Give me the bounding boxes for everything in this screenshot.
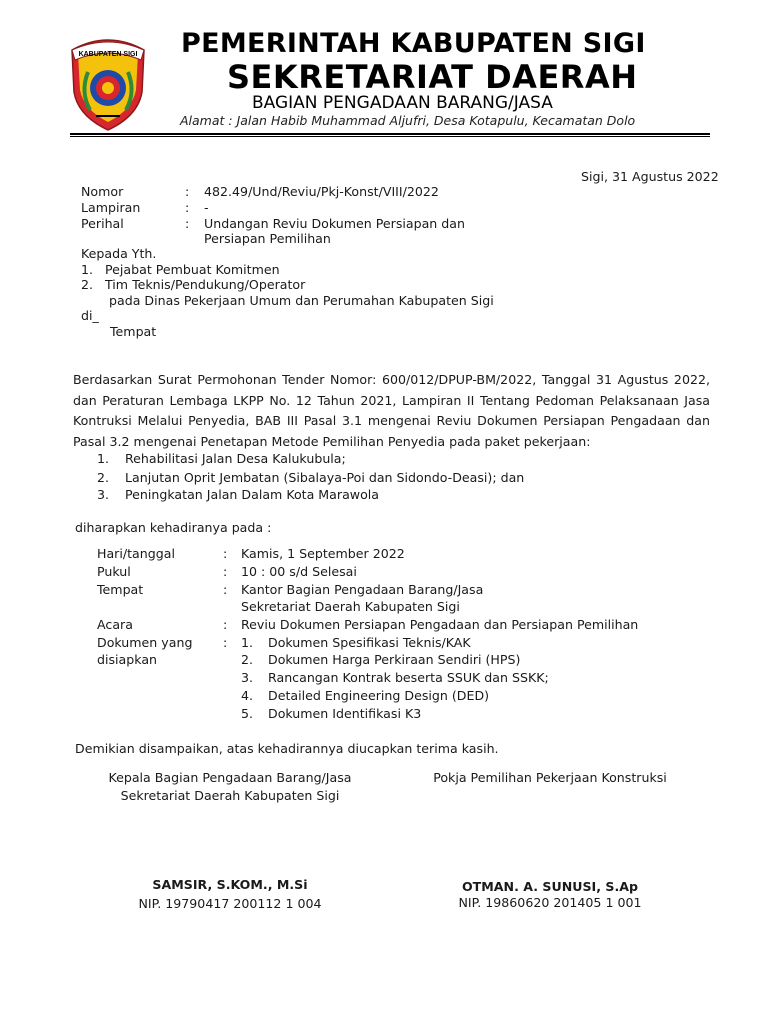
schedule-label: Dokumen yang: [97, 635, 193, 650]
schedule-sep: :: [223, 582, 228, 597]
schedule-value: Kantor Bagian Pengadaan Barang/Jasa: [241, 582, 484, 597]
meta-label-nomor: Nomor: [81, 184, 124, 199]
signatory-nip: NIP. 19790417 200112 1 004: [138, 896, 322, 911]
schedule-value-cont: Sekretariat Daerah Kabupaten Sigi: [241, 599, 460, 614]
meta-sep: :: [185, 216, 190, 231]
letterhead-line3: BAGIAN PENGADAAN BARANG/JASA: [252, 93, 553, 113]
letterhead-rule: [70, 133, 710, 135]
closing-text: Demikian disampaikan, atas kehadirannya diucapkan terima kasih.: [75, 741, 499, 756]
signatory-name: SAMSIR, S.KOM., M.Si: [152, 877, 308, 892]
package-num: 1.: [97, 451, 110, 466]
recipient-num: 2.: [81, 277, 94, 292]
schedule-label-cont: disiapkan: [97, 652, 158, 667]
meta-value-perihal: Undangan Reviu Dokumen Persiapan dan: [204, 216, 465, 231]
schedule-sep: :: [223, 635, 228, 650]
schedule-value: 10 : 00 s/d Selesai: [241, 564, 357, 579]
package-item: Lanjutan Oprit Jembatan (Sibalaya-Poi dan Sidondo-Deasi); dan: [125, 470, 525, 485]
schedule-label: Pukul: [97, 564, 131, 579]
meta-value-lampiran: -: [204, 200, 209, 215]
document-num: 2.: [241, 652, 254, 667]
signatory-nip: NIP. 19860620 201405 1 001: [458, 895, 642, 910]
document-num: 1.: [241, 635, 254, 650]
schedule-value: Reviu Dokumen Persiapan Pengadaan dan Persiapan Pemilihan: [241, 617, 639, 632]
letterhead-address: Alamat : Jalan Habib Muhammad Aljufri, Desa Kotapulu, Kecamatan Dolo: [180, 113, 636, 128]
document-item: Rancangan Kontrak beserta SSUK dan SSKK;: [268, 670, 549, 685]
schedule-sep: :: [223, 617, 228, 632]
package-num: 2.: [97, 470, 110, 485]
meta-value-perihal-cont: Persiapan Pemilihan: [204, 231, 331, 246]
signatory-name: OTMAN. A. SUNUSI, S.Ap: [461, 879, 639, 894]
meta-sep: :: [185, 200, 190, 215]
document-item: Dokumen Spesifikasi Teknis/KAK: [268, 635, 471, 650]
letter-date: Sigi, 31 Agustus 2022: [581, 169, 719, 184]
meta-label-perihal: Perihal: [81, 216, 124, 231]
kabupaten-sigi-logo: [66, 32, 150, 132]
signatory-title: Pokja Pemilihan Pekerjaan Konstruksi: [433, 770, 667, 785]
document-item: Dokumen Harga Perkiraan Sendiri (HPS): [268, 652, 521, 667]
package-num: 3.: [97, 487, 110, 502]
schedule-label: Tempat: [97, 582, 144, 597]
svg-text:KABUPATEN SIGI: KABUPATEN SIGI: [78, 51, 138, 58]
letterhead-rule-thin: [70, 136, 710, 137]
document-num: 5.: [241, 706, 254, 721]
schedule-label: Hari/tanggal: [97, 546, 175, 561]
schedule-sep: :: [223, 564, 228, 579]
meta-sep: :: [185, 184, 190, 199]
attendance-intro: diharapkan kehadiranya pada :: [75, 520, 272, 535]
recipient-greeting: Kepada Yth.: [81, 246, 157, 261]
letterhead-line1: PEMERINTAH KABUPATEN SIGI: [181, 28, 646, 59]
package-item: Peningkatan Jalan Dalam Kota Marawola: [125, 487, 380, 502]
document-item: Dokumen Identifikasi K3: [268, 706, 422, 721]
document-num: 4.: [241, 688, 254, 703]
recipient-tempat: Tempat: [110, 324, 157, 339]
recipient-item: Tim Teknis/Pendukung/Operator: [105, 277, 306, 292]
signatory-title: Kepala Bagian Pengadaan Barang/Jasa: [108, 770, 352, 785]
recipient-num: 1.: [81, 262, 94, 277]
recipient-dinas: pada Dinas Pekerjaan Umum dan Perumahan Kabupaten Sigi: [109, 293, 494, 308]
letterhead-line2: SEKRETARIAT DAERAH: [227, 58, 638, 96]
recipient-item: Pejabat Pembuat Komitmen: [105, 262, 280, 277]
meta-label-lampiran: Lampiran: [81, 200, 141, 215]
body-paragraph: Berdasarkan Surat Permohonan Tender Nomor: 600/012/DPUP-BM/2022, Tanggal 31 Agustus 2022, dan Peraturan Lembaga LKPP No. 12 Tahun 2021, Lampiran II Tentang Pedoman Pelaksanaan Jasa Kontruksi Melalui Penyedia, BAB III Pasal 3.1 mengenai Reviu Dokumen Persiapan Pengadaan dan Pasal 3.2 mengenai Penetapan Metode Pemilihan Penyedia pada paket pekerjaan:: [73, 372, 710, 449]
schedule-sep: :: [223, 546, 228, 561]
document-item: Detailed Engineering Design (DED): [268, 688, 490, 703]
schedule-value: Kamis, 1 September 2022: [241, 546, 405, 561]
package-item: Rehabilitasi Jalan Desa Kalukubula;: [125, 451, 346, 466]
document-num: 3.: [241, 670, 254, 685]
recipient-di: di_: [81, 308, 99, 323]
meta-value-nomor: 482.49/Und/Reviu/Pkj-Konst/VIII/2022: [204, 184, 439, 199]
signatory-title-cont: Sekretariat Daerah Kabupaten Sigi: [120, 788, 340, 803]
schedule-label: Acara: [97, 617, 133, 632]
